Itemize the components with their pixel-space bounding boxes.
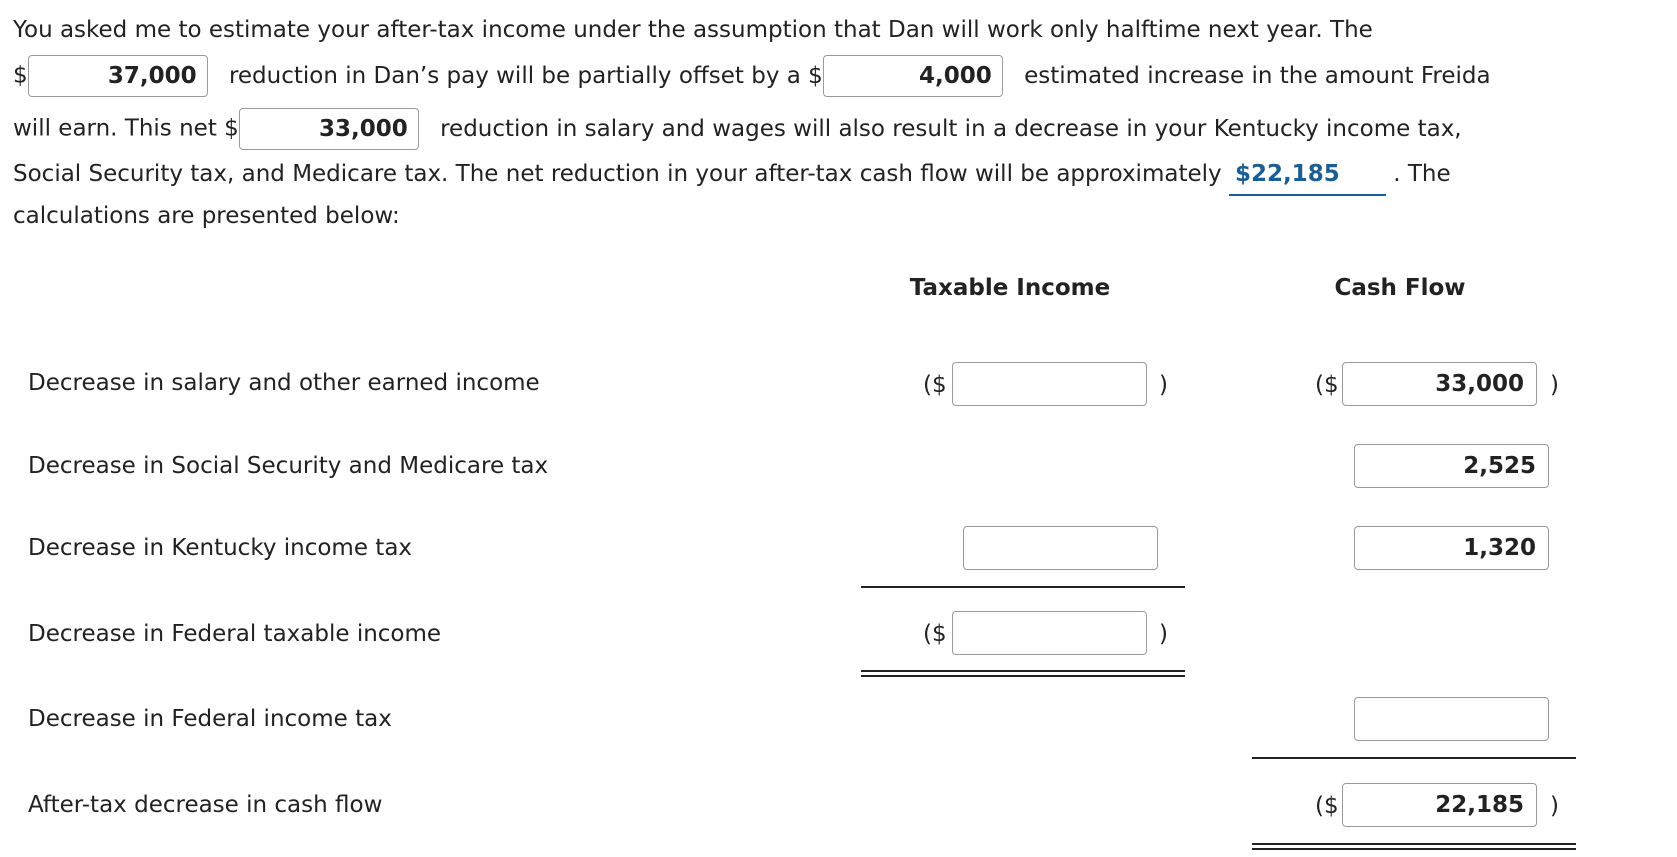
intro-line-3-start: will earn. This net $ (13, 115, 239, 142)
intro-line-5: calculations are presented below: (13, 203, 400, 229)
intro-line-4 (13, 154, 1451, 194)
ss-medicare-cash-input[interactable]: 2,525 (1354, 444, 1549, 488)
column-header-cash-flow: Cash Flow (1334, 275, 1466, 301)
intro-line-1: You asked me to estimate your after-tax income under the assumption that Dan will work only halftime next year. The (13, 17, 1373, 43)
freida-increase-input[interactable]: 4,000 (823, 55, 1003, 97)
subtotal-rule (1252, 757, 1576, 759)
paren-close: ) (1550, 372, 1559, 398)
kentucky-taxable-input[interactable] (963, 526, 1158, 570)
intro-line-2-mid: reduction in Dan’s pay will be partially offset by a $ (228, 62, 823, 89)
salary-cash-input[interactable]: 33,000 (1342, 362, 1537, 406)
dollar-sign: $ (13, 62, 28, 89)
row-label-salary: Decrease in salary and other earned income (28, 370, 540, 396)
paren-close: ) (1159, 372, 1168, 398)
net-reduction-input[interactable]: 33,000 (239, 108, 419, 150)
pay-reduction-input[interactable]: 37,000 (28, 55, 208, 97)
intro-line-2 (13, 55, 1491, 95)
federal-tax-cash-input[interactable] (1354, 697, 1549, 741)
paren-open: ($ (923, 621, 947, 647)
column-header-taxable-income: Taxable Income (909, 275, 1111, 301)
salary-taxable-input[interactable] (952, 362, 1147, 406)
after-tax-cash-input[interactable]: 22,185 (1342, 783, 1537, 827)
subtotal-rule (861, 586, 1185, 588)
row-label-federal-tax: Decrease in Federal income tax (28, 706, 392, 732)
intro-line-4-start: Social Security tax, and Medicare tax. The net reduction in your after-tax cash flow will be approximately (13, 161, 1222, 187)
total-double-rule (1252, 843, 1576, 850)
after-tax-answer[interactable]: $22,185 (1229, 154, 1386, 196)
row-label-after-tax: After-tax decrease in cash flow (28, 792, 383, 818)
paren-open: ($ (1315, 793, 1339, 819)
paren-close: ) (1550, 793, 1559, 819)
kentucky-cash-input[interactable]: 1,320 (1354, 526, 1549, 570)
paren-close: ) (1159, 621, 1168, 647)
intro-line-3-end: reduction in salary and wages will also result in a decrease in your Kentucky income tax, (440, 115, 1462, 142)
intro-line-3 (13, 108, 1462, 148)
row-label-kentucky-tax: Decrease in Kentucky income tax (28, 535, 413, 561)
row-label-federal-taxable: Decrease in Federal taxable income (28, 621, 442, 647)
row-label-ss-medicare: Decrease in Social Security and Medicare tax (28, 453, 549, 479)
intro-line-2-end: estimated increase in the amount Freida (1024, 62, 1491, 89)
intro-line-4-end: . The (1393, 161, 1451, 187)
paren-open: ($ (1315, 372, 1339, 398)
total-double-rule (861, 670, 1185, 677)
paren-open: ($ (923, 372, 947, 398)
federal-taxable-input[interactable] (952, 611, 1147, 655)
